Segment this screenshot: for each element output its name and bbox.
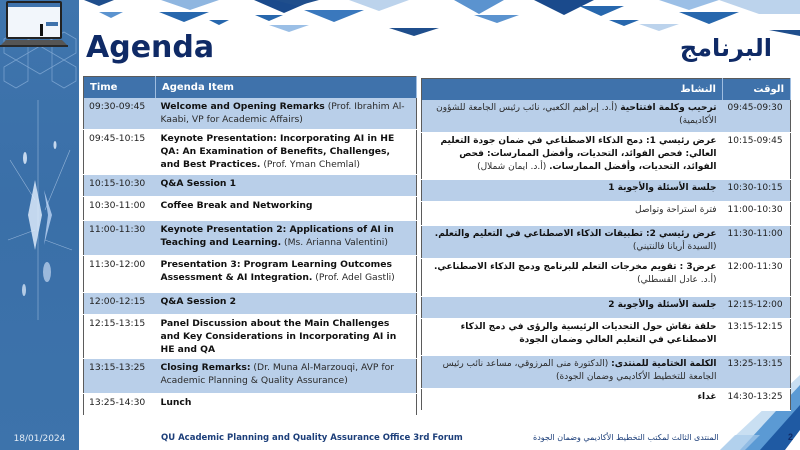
item-speaker: (Dr. Muna Al-Marzouqi, AVP for Academic Planning & Quality Assurance)	[160, 362, 395, 386]
item-title: Closing Remarks:	[160, 362, 251, 373]
page-number: 2	[787, 432, 793, 442]
footer-arabic: المنتدى الثالث لمكتب التخطيط الأكاديمي وضمان الجودة	[533, 433, 719, 442]
row-agenda-item	[156, 197, 417, 221]
row-agenda-item	[422, 180, 723, 202]
laptop-icon	[0, 0, 68, 48]
table-row	[422, 319, 791, 356]
row-agenda-item	[156, 175, 417, 197]
table-row	[84, 197, 417, 221]
table-row	[84, 175, 417, 197]
item-title: جلسة الأسئلة والأجوبة 2	[608, 300, 717, 310]
column-header-time: Time	[84, 77, 156, 98]
item-speaker: (أ.د. عادل القسطلي)	[637, 275, 717, 285]
row-agenda-item	[422, 297, 723, 319]
item-title: عرض3 : تقويم مخرجات التعلم للبرنامج ودمج الذكاء الاصطناعي.	[433, 262, 717, 272]
item-speaker: فترة استراحة وتواصل	[635, 205, 717, 215]
item-speaker: (أ.د. ايمان شملال)	[477, 162, 550, 172]
table-row	[422, 180, 791, 202]
table-row	[84, 256, 417, 293]
row-time: 11:00-10:30	[723, 202, 791, 226]
page-title-english: Agenda	[86, 30, 215, 65]
item-title: الكلمة الختامية للمنتدى:	[611, 359, 717, 369]
item-speaker: (الدكتورة منى المرزوقي، مساعد نائب رئيس الجامعة للتخطيط الأكاديمي وضمان الجودة)	[442, 359, 717, 382]
item-title: Coffee Break and Networking	[160, 200, 313, 211]
footer-english: QU Academic Planning and Quality Assurance Office 3rd Forum	[161, 433, 463, 443]
item-title: Panel Discussion about the Main Challenges and Key Considerations in Incorporating AI in HE and QA	[160, 318, 397, 355]
item-title: حلقة نقاش حول التحديات الرئيسية والرؤى في دمج الذكاء الاصطناعي في التعليم العالي وضمان الجودة	[460, 322, 717, 345]
item-title: غداء	[697, 392, 717, 402]
slide-date: 18/01/2024	[13, 434, 66, 444]
item-speaker: (أ.د. إبراهيم الكعبي، نائب رئيس الجامعة للشؤون الأكاديمية)	[436, 102, 717, 126]
row-time: 11:00-11:30	[84, 221, 156, 256]
table-row	[84, 98, 417, 130]
row-time: 13:25-14:30	[84, 394, 156, 416]
row-time: 09:45-09:30	[723, 100, 791, 133]
table-row	[84, 359, 417, 394]
row-time: 11:30-11:00	[723, 226, 791, 259]
item-title: عرض رئيسي 1: دمج الذكاء الاصطناعي في ضمان جودة التعليم العالي: فحص الفوائد، التحديات، وأفضل الممارسات: فحص الفوائد، التحديات، وأفضل الممارسات.	[440, 136, 717, 172]
table-header-row	[422, 79, 791, 100]
column-header-agenda-item: Agenda Item	[156, 77, 417, 98]
row-time: 13:15-13:25	[84, 359, 156, 394]
row-time: 10:30-10:15	[723, 180, 791, 202]
row-agenda-item	[156, 98, 417, 130]
table-row	[422, 226, 791, 259]
row-time: 14:30-13:25	[723, 389, 791, 411]
row-agenda-item	[156, 221, 417, 256]
table-row	[422, 133, 791, 180]
agenda-table-english	[83, 76, 417, 416]
item-title: ترحيب وكلمة افتتاحية	[620, 102, 717, 113]
item-title: جلسة الأسئلة والأجوبة 1	[608, 183, 717, 193]
row-agenda-item	[422, 202, 723, 226]
table-row	[84, 130, 417, 175]
row-time: 09:45-10:15	[84, 130, 156, 175]
item-speaker: (Prof. Yman Chemlal)	[260, 159, 360, 170]
row-agenda-item	[422, 259, 723, 297]
column-header-activity-ar: النشاط	[422, 79, 723, 100]
row-time: 12:00-12:15	[84, 293, 156, 315]
table-row	[422, 297, 791, 319]
item-title: Q&A Session 2	[160, 296, 237, 307]
table-row	[422, 389, 791, 411]
row-time: 12:15-13:15	[84, 315, 156, 359]
row-agenda-item	[422, 133, 723, 180]
row-agenda-item	[156, 256, 417, 293]
item-speaker: (Ms. Arianna Valentini)	[281, 237, 388, 248]
item-speaker: (Prof. Adel Gastli)	[312, 272, 395, 283]
column-header-time-ar: الوقت	[723, 79, 791, 100]
item-title: Q&A Session 1	[160, 178, 237, 189]
item-title: Keynote Presentation 2: Applications of AI in Teaching and Learning.	[160, 224, 394, 248]
item-title: Welcome and Opening Remarks	[160, 100, 325, 112]
sidebar-panel	[0, 0, 79, 450]
table-row	[84, 315, 417, 359]
page-title-arabic: البرنامج	[679, 34, 772, 62]
table-row	[422, 202, 791, 226]
tech-illustration-icon	[0, 0, 79, 450]
table-row	[84, 394, 417, 416]
row-agenda-item	[156, 315, 417, 359]
row-time: 11:30-12:00	[84, 256, 156, 293]
row-agenda-item	[422, 226, 723, 259]
row-time: 10:15-09:45	[723, 133, 791, 180]
row-time: 10:30-11:00	[84, 197, 156, 221]
table-row	[422, 356, 791, 389]
table-row	[84, 293, 417, 315]
row-agenda-item	[156, 130, 417, 175]
item-title: Keynote Presentation: Incorporating AI in HE QA: An Examination of Benefits, Challenges, and Best Practices.	[160, 133, 395, 170]
row-time: 13:25-13:15	[723, 356, 791, 389]
row-agenda-item	[156, 359, 417, 394]
row-agenda-item	[422, 389, 723, 411]
table-row	[422, 259, 791, 297]
item-title: Lunch	[160, 397, 192, 408]
row-agenda-item	[422, 356, 723, 389]
table-row	[84, 221, 417, 256]
table-header-row	[84, 77, 417, 98]
item-speaker: (Prof. Ibrahim Al-Kaabi, VP for Academic Affairs)	[160, 100, 405, 125]
row-time: 13:15-12:15	[723, 319, 791, 356]
row-agenda-item	[156, 293, 417, 315]
row-time: 09:30-09:45	[84, 98, 156, 130]
row-agenda-item	[156, 394, 417, 416]
item-speaker: (السيدة أريانا فالنتيني)	[632, 242, 717, 252]
row-agenda-item	[422, 319, 723, 356]
item-title: عرض رئيسي 2: تطبيقات الذكاء الاصطناعي في التعليم والتعلم.	[434, 229, 717, 239]
agenda-table-arabic	[421, 78, 791, 411]
item-title: Presentation 3: Program Learning Outcomes Assessment & AI Integration.	[160, 259, 392, 283]
table-row	[422, 100, 791, 133]
row-time: 10:15-10:30	[84, 175, 156, 197]
row-agenda-item	[422, 100, 723, 133]
row-time: 12:15-12:00	[723, 297, 791, 319]
row-time: 12:00-11:30	[723, 259, 791, 297]
